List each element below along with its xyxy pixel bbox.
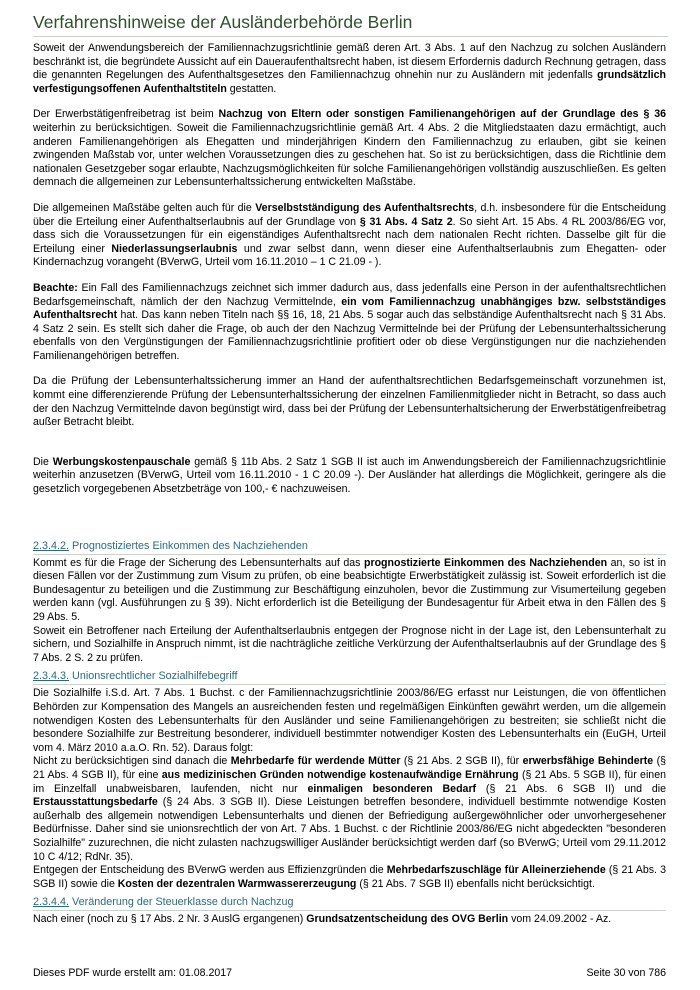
section-heading-2-3-4-2[interactable]: 2.3.4.2. Prognostiziertes Einkommen des Nachziehenden xyxy=(33,539,666,555)
paragraph: Soweit ein Betroffener nach Erteilung der Aufenthaltserlaubnis entgegen der Prognose nicht in der Lage ist, den Lebensunterhalt zu sichern, und Sozialhilfe in Anspruch nimmt, ist die nachträgliche zeitliche Verkürzung der Aufenthaltserlaubnis auf der Grundlage des § 7 Abs. 2 S. 2 zu prüfen. xyxy=(33,624,666,664)
paragraph: Die allgemeinen Maßstäbe gelten auch für die Verselbstständigung des Aufenthaltsrechts, d.h. insbesondere für die Entscheidung über die Erteilung einer Aufenthaltserlaubnis auf der Grundlage von § 31 Abs. 4 Satz 2. So sieht Art. 15 Abs. 4 RL 2003/86/EG vor, dass sich die Voraussetzungen für ein eigenständiges Aufenthaltsrecht nach dem nationalen Recht richten. Dasselbe gilt für die Erteilung einer Niederlassungserlaubnis und zwar selbst dann, wenn dieser eine Aufenthaltserlaubnis zum Ehegatten- oder Kindernachzug vorangeht (BVerwG, Urteil vom 16.11.2010 – 1 C 21.09 - ). xyxy=(33,201,667,269)
paragraph: Kommt es für die Frage der Sicherung des Lebensunterhalts auf das prognostizierte Einkommen des Nachziehenden an, so ist in diesen Fällen vor der Zustimmung zum Visum zu prüfen, ob eine beabsichtigte Erwerbstätigkeit zulässig ist. Soweit erforderlich ist die Bundesagentur zu beteiligen und die Zustimmung zur Beschäftigung einzuholen, bevor die Zustimmung zur Visumerteilung gegeben werden kann (vgl. Ausführungen zu § 39). Nicht erforderlich ist die Beteiligung der Bundesagentur für Arbeit etwa in den Fällen des § 29 Abs. 5. xyxy=(33,556,666,623)
paragraph: Nicht zu berücksichtigen sind danach die Mehrbedarfe für werdende Mütter (§ 21 Abs. 2 SGB II), für erwerbsfähige Behinderte (§ 21 Abs. 4 SGB II), für eine aus medizinischen Gründen notwendige kostenaufwändige Ernährung (§ 21 Abs. 5 SGB II), für einen im Einzelfall unabweisbaren, laufenden, nicht nur einmaligen besonderen Bedarf (§ 21 Abs. 6 SGB II) und die Erstausstattungsbedarfe (§ 24 Abs. 3 SGB II). Diese Leistungen betreffen besondere, individuell bestimmte notwendige Kosten außerhalb des allgemein notwendigen Lebensunterhalts und dienen der Befriedigung außergewöhnlicher oder unvorhergesehener Bedürfnisse. Daher sind sie unionsrechtlich der von Art. 7 Abs. 1 Buchst. c der Richtlinie 2003/86/EG nicht abgedeckten "besonderen Sozialhilfe" zuzurechnen, die nicht zulasten nachzugswilliger Ausländer berücksichtigt werden darf (so BVerwG; Urteil vom 29.11.2012 10 C 4/12; RdNr. 35). xyxy=(33,755,667,863)
paragraph: Soweit der Anwendungsbereich der Familiennachzugsrichtlinie gemäß deren Art. 3 Abs. 1 auf den Nachzug zu solchen Ausländern beschränkt ist, die begründete Aussicht auf ein Daueraufenthaltsrecht haben, ist diesem Erfordernis dadurch Rechnung getragen, dass die genannten Regelungen des Aufenthaltsgesetzes den Familiennachzug ohnehin nur zu Ausländern mit jedenfalls grundsätzlich verfestigungsoffenen Aufenthaltstiteln gestatten. xyxy=(33,42,666,95)
page-number: Seite 30 von 786 xyxy=(586,967,666,979)
paragraph: Da die Prüfung der Lebensunterhaltssicherung immer an Hand der aufenthaltsrechtlichen Bedarfsgemeinschaft vorzunehmen ist, kommt eine differenzierende Prüfung der Lebensunterhaltssicherung der einzelnen Familienmitglieder nicht in Betracht, so dass auch der den Nachzug Vermittelnde davon begünstigt wird, dass bei der Prüfung der Lebensunterhaltsicherung der Erwerbstätigenfreibetrag außer Betracht bleibt. xyxy=(33,375,666,429)
paragraph: Die Werbungskostenpauschale gemäß § 11b Abs. 2 Satz 1 SGB II ist auch im Anwendungsbereich der Familiennachzugsrichtlinie weiterhin anzusetzen (BVerwG, Urteil vom 16.11.2010 - 1 C 20.09 -). Der Ausländer hat allerdings die Möglichkeit, geringere als die gesetzlich vorgegebenen Absetzbeträge von 100,- € nachzuweisen. xyxy=(33,455,667,496)
paragraph: Die Sozialhilfe i.S.d. Art. 7 Abs. 1 Buchst. c der Familiennachzugsrichtlinie 2003/86/EG erfasst nur Leistungen, die von öffentlichen Behörden zur Kompensation des Mangels an ausreichenden festen und regelmäßigen Einkünften gewährt werden, um die allgemein notwendigen Kosten des Lebensunterhalts für den Ausländer und seine Familienangehörigen zu bestreiten; sie schließt nicht die besondere Sozialhilfe zur Bestreitung besonderer, individuell bestimmter notwendiger Kosten des Lebensunterhalts ein (EuGH, Urteil vom 4. März 2010 a.a.O. Rn. 52). Daraus folgt: xyxy=(33,687,666,754)
paragraph: Entgegen der Entscheidung des BVerwG werden aus Effizienzgründen die Mehrbedarfszuschläge für Alleinerziehende (§ 21 Abs. 3 SGB II) sowie die Kosten der dezentralen Warmwassererzeugung (§ 21 Abs. 7 SGB II) ebenfalls nicht berücksichtigt. xyxy=(33,864,667,890)
document-body xyxy=(33,42,666,927)
paragraph: Nach einer (noch zu § 17 Abs. 2 Nr. 3 AuslG ergangenen) Grundsatzentscheidung des OVG Berlin vom 24.09.2002 - Az. xyxy=(33,913,612,926)
section-heading-2-3-4-4[interactable]: 2.3.4.4. Veränderung der Steuerklasse durch Nachzug xyxy=(33,895,666,911)
section-heading-2-3-4-3[interactable]: 2.3.4.3. Unionsrechtlicher Sozialhilfebegriff xyxy=(33,669,666,685)
note-paragraph: Beachte: Ein Fall des Familiennachzugs zeichnet sich immer dadurch aus, dass jedenfalls eine Person in der aufenthaltsrechtlichen Bedarfsgemeinschaft, nämlich der den Nachzug Vermittelnde, ein vom Familiennachzug unabhängiges bzw. selbstständiges Aufenthaltsrecht hat. Das kann neben Titeln nach §§ 16, 18, 21 Abs. 5 sogar auch das selbständige Aufenthaltsrecht nach § 31 Abs. 4 Satz 2 sein. Es stellt sich daher die Frage, ob auch der den Nachzug Vermittelnde bei der Prüfung der Lebensunterhaltssicherung ebenfalls von den Vergünstigungen der Familiennachzugsrichtlinie profitiert oder ob diese Vergünstigungen nur die nachziehenden Familienangehörigen betreffen. xyxy=(33,281,666,362)
paragraph: Der Erwerbstätigenfreibetrag ist beim Nachzug von Eltern oder sonstigen Familienangehörigen auf der Grundlage des § 36 weiterhin zu berücksichtigen. Soweit die Familiennachzugsrichtlinie gemäß Art. 4 Abs. 2 die Mitgliedstaaten dazu ermächtigt, auch anderen Familienangehörigen als Ehegatten und minderjährigen Kindern den Familiennachzug zu erlauben, gibt sie keinen zwingenden Maßstab vor, unter welchen Voraussetzungen dies zu geschehen hat. So ist zu berücksichtigen, dass die Richtlinie dem nationalen Gesetzgeber sogar erlaubte, Nachzugsmöglichkeiten für solche Familienangehörigen vollständig auszuschließen. Es gelten demnach die allgemeinen zur Lebensunterhaltssicherung entwickelten Maßstäbe. xyxy=(33,108,666,189)
creation-date: Dieses PDF wurde erstellt am: 01.08.2017 xyxy=(33,967,233,979)
page-title: Verfahrenshinweise der Ausländerbehörde Berlin xyxy=(33,11,668,37)
